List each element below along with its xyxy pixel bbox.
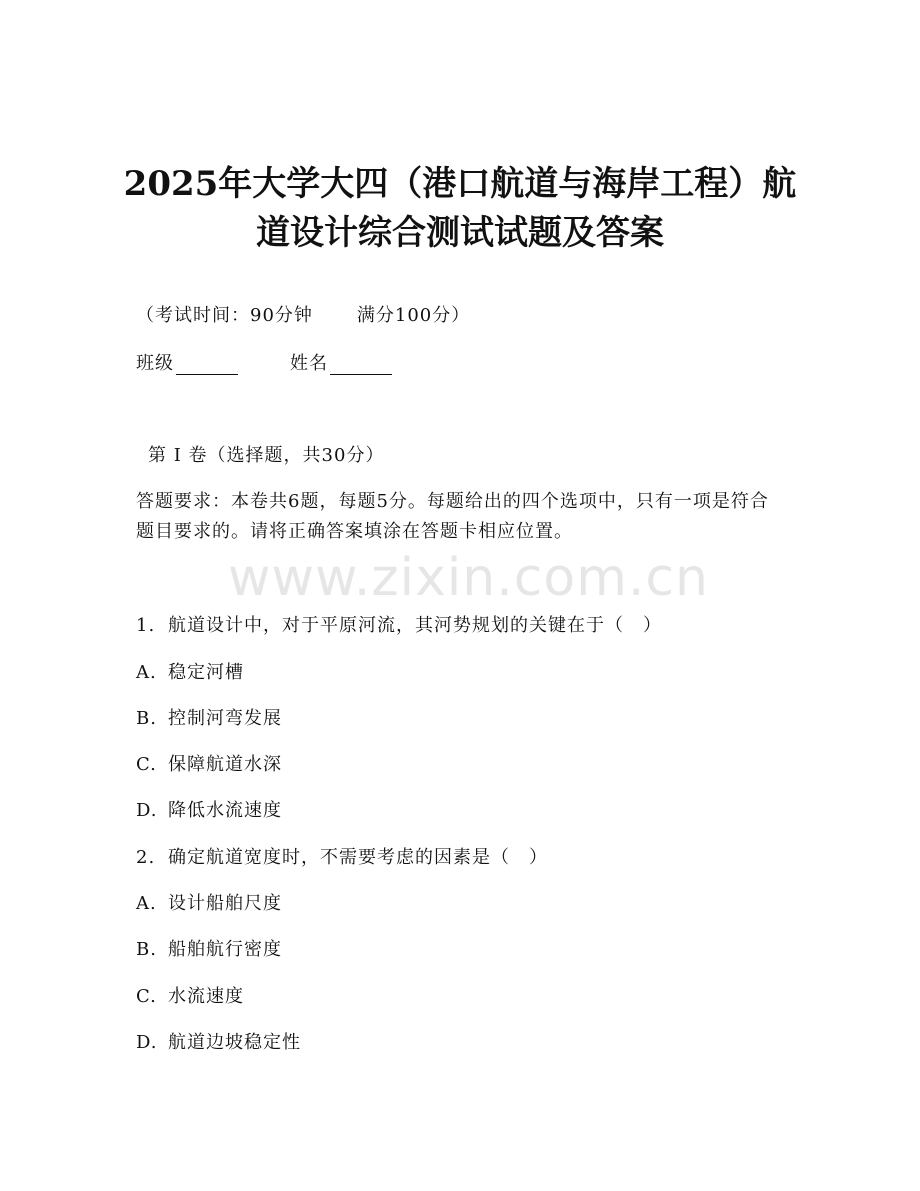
option-text: 降低水流速度 <box>168 800 282 821</box>
option-label: D. <box>136 1032 158 1053</box>
option-text: 稳定河槽 <box>168 662 244 683</box>
option-label: C. <box>136 986 157 1007</box>
question-1-option-a <box>136 658 244 684</box>
name-label: 姓名 <box>290 353 328 374</box>
full-score: 满分100分） <box>356 305 471 326</box>
option-label: A. <box>136 893 157 914</box>
option-label: B. <box>136 939 157 960</box>
option-label: D. <box>136 800 158 821</box>
question-2-option-d <box>136 1028 301 1054</box>
option-text: 航道边坡稳定性 <box>168 1032 301 1053</box>
option-text: 设计船舶尺度 <box>168 893 282 914</box>
option-text: 保障航道水深 <box>168 754 282 775</box>
question-text: 航道设计中，对于平原河流，其河势规划的关键在于 <box>168 615 605 636</box>
document-title-line-2: 道设计综合测试试题及答案 <box>256 213 664 253</box>
question-number: 2. <box>136 847 156 868</box>
question-2-option-c <box>136 982 244 1008</box>
question-1 <box>136 611 662 637</box>
question-1-option-d <box>136 796 282 822</box>
question-1-option-b <box>136 704 282 730</box>
class-label: 班级 <box>136 353 174 374</box>
question-number: 1. <box>136 615 156 636</box>
student-info-row <box>136 349 392 375</box>
name-blank <box>330 356 392 375</box>
question-2 <box>136 843 548 869</box>
question-1-option-c <box>136 750 282 776</box>
answer-instructions: 答题要求：本卷共6题，每题5分。每题给出的四个选项中，只有一项是符合题目要求的。请将正确答案填涂在答题卡相应位置。 <box>136 491 769 542</box>
question-text: 确定航道宽度时，不需要考虑的因素是 <box>168 847 491 868</box>
option-label: B. <box>136 708 157 729</box>
document-title-line-1: 2025年大学大四（港口航道与海岸工程）航 <box>123 164 797 204</box>
exam-time: （考试时间：90分钟 <box>136 305 313 326</box>
option-label: C. <box>136 754 157 775</box>
answer-paren: （ ） <box>605 615 662 636</box>
option-text: 水流速度 <box>168 986 244 1007</box>
option-text: 控制河弯发展 <box>168 708 282 729</box>
question-2-option-a <box>136 889 282 915</box>
option-label: A. <box>136 662 157 683</box>
exam-info <box>136 301 470 327</box>
option-text: 船舶航行密度 <box>168 939 282 960</box>
answer-paren: （ ） <box>491 847 548 868</box>
question-2-option-b <box>136 935 282 961</box>
class-blank <box>176 356 238 375</box>
section-heading: 第 I 卷（选择题，共30分） <box>148 445 385 466</box>
watermark: www.zixin.com.cn <box>228 548 709 608</box>
